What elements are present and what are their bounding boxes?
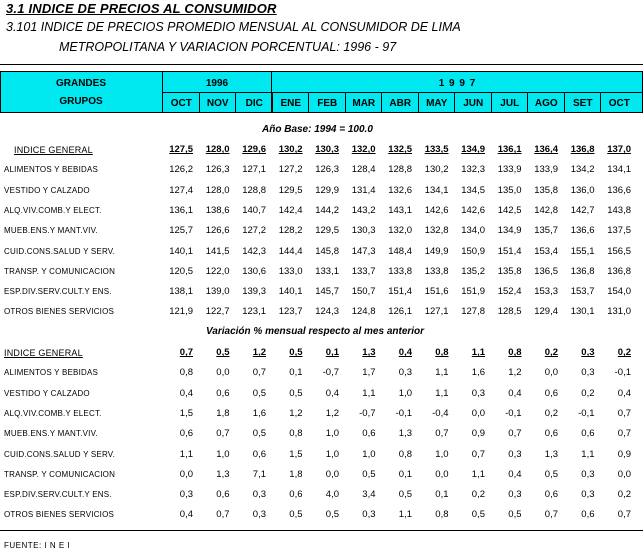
- month-separator: [345, 92, 346, 112]
- value-cell: 125,7: [169, 225, 193, 237]
- value-cell: 132,3: [461, 164, 485, 176]
- value-cell: 126,6: [205, 225, 230, 237]
- value-cell: 129,5: [315, 225, 339, 237]
- value-cell: 0,7: [252, 367, 266, 379]
- value-cell: 0,6: [581, 509, 595, 521]
- value-cell: 130,3: [315, 144, 339, 155]
- value-cell: 155,1: [570, 245, 595, 257]
- value-cell: 1,3: [216, 468, 230, 480]
- value-cell: 0,8: [398, 448, 412, 460]
- value-cell: 1,0: [362, 448, 376, 460]
- value-cell: 1,3: [398, 428, 412, 440]
- value-cell: 133,0: [278, 265, 303, 277]
- value-cell: 154,0: [607, 286, 631, 298]
- value-cell: 153,4: [534, 245, 558, 257]
- value-cell: 149,9: [424, 245, 449, 257]
- value-cell: 138,6: [205, 204, 230, 216]
- value-cell: 126,2: [169, 164, 193, 176]
- value-cell: 136,4: [534, 144, 558, 155]
- value-cell: 137,5: [607, 225, 631, 237]
- value-cell: 136,6: [607, 184, 631, 196]
- month-separator: [418, 92, 419, 112]
- value-cell: 1,8: [289, 468, 303, 480]
- value-cell: 0,4: [179, 387, 193, 399]
- value-cell: 0,7: [508, 428, 522, 440]
- section-title: 3.1 INDICE DE PRECIOS AL CONSUMIDOR: [6, 1, 277, 16]
- value-cell: 0,3: [252, 489, 266, 501]
- value-cell: 1,0: [325, 448, 339, 460]
- value-cell: 124,8: [351, 306, 376, 318]
- row-label: INDICE GENERAL: [4, 348, 83, 358]
- value-cell: 133,5: [424, 144, 449, 155]
- value-cell: 128,0: [205, 144, 230, 155]
- value-cell: 123,1: [242, 306, 266, 318]
- value-cell: 0,4: [398, 347, 412, 358]
- month-header: ABR: [389, 98, 412, 109]
- value-cell: 121,9: [169, 306, 193, 318]
- value-cell: 129,4: [534, 306, 558, 318]
- value-cell: 0,6: [179, 428, 193, 440]
- value-cell: 0,4: [325, 387, 339, 399]
- value-cell: 132,0: [388, 225, 412, 237]
- value-cell: 0,7: [544, 509, 558, 521]
- value-cell: 1,6: [252, 407, 266, 419]
- value-cell: 131,4: [351, 184, 376, 196]
- value-cell: 120,5: [169, 265, 193, 277]
- value-cell: 134,0: [461, 225, 485, 237]
- row-label: MUEB.ENS.Y MANT.VIV.: [4, 226, 98, 236]
- value-cell: 134,5: [461, 184, 485, 196]
- value-cell: 143,1: [388, 204, 412, 216]
- row-label: ALQ.VIV.COMB.Y ELECT.: [4, 408, 102, 418]
- value-cell: 0,8: [289, 428, 303, 440]
- value-cell: 142,7: [570, 204, 595, 216]
- month-separator: [564, 92, 565, 112]
- table-header: [0, 71, 643, 113]
- value-cell: 122,7: [205, 306, 230, 318]
- value-cell: 133,8: [424, 265, 449, 277]
- value-cell: 0,3: [471, 387, 485, 399]
- value-cell: 136,0: [570, 184, 595, 196]
- value-cell: 1,7: [362, 367, 376, 379]
- header-year-1996: 1996: [205, 78, 229, 89]
- value-cell: 1,1: [398, 509, 412, 521]
- month-header: AGO: [534, 98, 558, 109]
- row-label: OTROS BIENES SERVICIOS: [4, 510, 115, 520]
- value-cell: 142,3: [242, 245, 266, 257]
- value-cell: 140,1: [278, 286, 303, 298]
- value-cell: 0,7: [471, 448, 485, 460]
- value-cell: 0,7: [179, 347, 193, 358]
- value-cell: 140,1: [169, 245, 193, 257]
- value-cell: 130,2: [424, 164, 449, 176]
- value-cell: 0,0: [216, 367, 230, 379]
- header-groups-line1: GRANDES: [55, 78, 106, 89]
- value-cell: 135,7: [534, 225, 558, 237]
- value-cell: 0,6: [544, 428, 558, 440]
- value-cell: 139,0: [205, 286, 230, 298]
- value-cell: 135,8: [534, 184, 558, 196]
- value-cell: 1,3: [544, 448, 558, 460]
- value-cell: 153,7: [570, 286, 595, 298]
- value-cell: 0,4: [508, 387, 522, 399]
- value-cell: 0,0: [325, 468, 339, 480]
- value-cell: 0,6: [581, 428, 595, 440]
- value-cell: 0,5: [325, 509, 339, 521]
- month-header: JUN: [463, 98, 484, 109]
- value-cell: 0,3: [179, 489, 193, 501]
- value-cell: 3,4: [362, 489, 376, 501]
- row-label: VESTIDO Y CALZADO: [4, 185, 90, 195]
- table-title-line2: METROPOLITANA Y VARIACION PORCENTUAL: 1996 - 97: [59, 40, 397, 54]
- value-cell: 0,5: [252, 428, 266, 440]
- value-cell: 1,1: [471, 468, 485, 480]
- value-cell: 139,3: [242, 286, 266, 298]
- value-cell: 0,6: [544, 387, 558, 399]
- bottom-rule: [0, 530, 643, 531]
- value-cell: 133,1: [315, 265, 339, 277]
- value-cell: 151,9: [461, 286, 485, 298]
- value-cell: 0,2: [617, 347, 631, 358]
- value-cell: 134,1: [607, 164, 631, 176]
- value-cell: 150,7: [351, 286, 376, 298]
- value-cell: 0,5: [544, 468, 558, 480]
- value-cell: 136,1: [169, 204, 193, 216]
- value-cell: 128,8: [242, 184, 266, 196]
- value-cell: 130,3: [351, 225, 376, 237]
- value-cell: 0,5: [471, 509, 485, 521]
- value-cell: 127,5: [169, 144, 193, 155]
- month-header: DIC: [245, 98, 263, 109]
- month-header: ENE: [280, 98, 302, 109]
- value-cell: 1,5: [179, 407, 193, 419]
- value-cell: 0,3: [581, 367, 595, 379]
- value-cell: 0,2: [544, 407, 558, 419]
- month-header: OCT: [170, 98, 192, 109]
- value-cell: 1,1: [179, 448, 193, 460]
- value-cell: 0,1: [435, 489, 449, 501]
- value-cell: 123,7: [278, 306, 303, 318]
- value-cell: 0,3: [398, 367, 412, 379]
- value-cell: 0,3: [581, 489, 595, 501]
- value-cell: 0,5: [289, 509, 303, 521]
- month-header: FEB: [317, 98, 338, 109]
- value-cell: 0,6: [544, 489, 558, 501]
- value-cell: 0,4: [617, 387, 631, 399]
- value-cell: 0,5: [289, 387, 303, 399]
- value-cell: -0,1: [614, 367, 631, 379]
- value-cell: 129,6: [242, 144, 266, 155]
- value-cell: 0,7: [216, 509, 230, 521]
- row-label: TRANSP. Y COMUNICACION: [4, 266, 116, 276]
- value-cell: -0,1: [578, 407, 595, 419]
- value-cell: 142,6: [461, 204, 485, 216]
- value-cell: -0,1: [395, 407, 412, 419]
- value-cell: 127,2: [242, 225, 266, 237]
- value-cell: 132,0: [351, 144, 376, 155]
- value-cell: 127,1: [424, 306, 449, 318]
- value-cell: 142,5: [497, 204, 522, 216]
- value-cell: 1,0: [325, 428, 339, 440]
- value-cell: 0,0: [544, 367, 558, 379]
- value-cell: 128,4: [351, 164, 376, 176]
- value-cell: 0,6: [362, 428, 376, 440]
- value-cell: 135,0: [497, 184, 522, 196]
- value-cell: 142,8: [534, 204, 558, 216]
- value-cell: 1,1: [435, 387, 449, 399]
- value-cell: 126,1: [388, 306, 412, 318]
- value-cell: 0,1: [289, 367, 303, 379]
- value-cell: 131,0: [607, 306, 631, 318]
- value-cell: 0,7: [617, 509, 631, 521]
- value-cell: 127,1: [242, 164, 266, 176]
- value-cell: 1,1: [581, 448, 595, 460]
- value-cell: 150,9: [461, 245, 485, 257]
- value-cell: 151,4: [497, 245, 522, 257]
- header-groups-line2: GRUPOS: [59, 96, 103, 107]
- value-cell: 0,2: [471, 489, 485, 501]
- value-cell: 0,0: [617, 468, 631, 480]
- top-rule: [0, 64, 643, 65]
- value-cell: 128,5: [497, 306, 522, 318]
- value-cell: 143,2: [351, 204, 376, 216]
- row-label: TRANSP. Y COMUNICACION: [4, 469, 116, 479]
- value-cell: 129,9: [315, 184, 339, 196]
- value-cell: 0,2: [617, 489, 631, 501]
- value-cell: 144,4: [278, 245, 303, 257]
- row-label: CUID.CONS.SALUD Y SERV.: [4, 246, 116, 256]
- value-cell: 0,8: [435, 347, 449, 358]
- value-cell: 130,1: [570, 306, 595, 318]
- value-cell: 132,8: [424, 225, 449, 237]
- value-cell: 1,2: [508, 367, 522, 379]
- month-header: SET: [573, 98, 593, 109]
- value-cell: 128,8: [388, 164, 412, 176]
- value-cell: 136,5: [534, 265, 558, 277]
- table-title-line1: 3.101 INDICE DE PRECIOS PROMEDIO MENSUAL AL CONSUMIDOR DE LIMA: [6, 20, 461, 34]
- value-cell: 134,1: [424, 184, 449, 196]
- value-cell: 153,3: [534, 286, 558, 298]
- value-cell: 144,2: [315, 204, 339, 216]
- row-label: ESP.DIV.SERV.CULT.Y ENS.: [4, 287, 112, 297]
- row-label: ALIMENTOS Y BEBIDAS: [4, 165, 99, 175]
- value-cell: 0,7: [617, 428, 631, 440]
- value-cell: 1,5: [289, 448, 303, 460]
- value-cell: 145,8: [315, 245, 339, 257]
- value-cell: 1,3: [362, 347, 376, 358]
- month-separator: [235, 92, 236, 112]
- value-cell: 0,2: [544, 347, 558, 358]
- month-header: NOV: [206, 98, 229, 109]
- value-cell: 0,4: [508, 468, 522, 480]
- value-cell: 0,9: [617, 448, 631, 460]
- value-cell: 1,0: [435, 448, 449, 460]
- value-cell: 142,6: [424, 204, 449, 216]
- month-separator: [272, 92, 273, 112]
- month-separator: [491, 92, 492, 112]
- value-cell: -0,1: [505, 407, 522, 419]
- value-cell: 143,8: [607, 204, 631, 216]
- value-cell: 133,9: [534, 164, 558, 176]
- value-cell: 0,6: [216, 489, 230, 501]
- value-cell: 0,3: [362, 509, 376, 521]
- value-cell: 1,1: [435, 367, 449, 379]
- value-cell: 0,8: [435, 509, 449, 521]
- value-cell: 136,8: [570, 265, 595, 277]
- value-cell: 0,1: [398, 468, 412, 480]
- value-cell: 0,6: [289, 489, 303, 501]
- value-cell: 129,5: [278, 184, 303, 196]
- row-label: ESP.DIV.SERV.CULT.Y ENS.: [4, 490, 112, 500]
- value-cell: 0,7: [617, 407, 631, 419]
- value-cell: 4,0: [325, 489, 339, 501]
- value-cell: 122,0: [205, 265, 230, 277]
- value-cell: 0,3: [581, 468, 595, 480]
- value-cell: 135,2: [461, 265, 485, 277]
- row-label: VESTIDO Y CALZADO: [4, 388, 90, 398]
- value-cell: -0,7: [322, 367, 339, 379]
- value-cell: 0,8: [179, 367, 193, 379]
- value-cell: 0,2: [581, 387, 595, 399]
- value-cell: 1,0: [398, 387, 412, 399]
- month-separator: [308, 92, 309, 112]
- value-cell: 136,8: [570, 144, 595, 155]
- value-cell: 135,8: [497, 265, 522, 277]
- value-cell: 1,6: [471, 367, 485, 379]
- value-cell: 156,5: [607, 245, 631, 257]
- row-label: CUID.CONS.SALUD Y SERV.: [4, 449, 116, 459]
- row-label: MUEB.ENS.Y MANT.VIV.: [4, 429, 98, 439]
- value-cell: 0,3: [508, 489, 522, 501]
- source-note: FUENTE: I N E I: [4, 541, 71, 550]
- value-cell: 0,0: [471, 407, 485, 419]
- value-cell: 0,6: [216, 387, 230, 399]
- value-cell: 1,2: [289, 407, 303, 419]
- month-header: OCT: [608, 98, 630, 109]
- value-cell: 136,6: [570, 225, 595, 237]
- value-cell: 0,8: [508, 347, 522, 358]
- row-label: ALQ.VIV.COMB.Y ELECT.: [4, 205, 102, 215]
- value-cell: 0,3: [581, 347, 595, 358]
- value-cell: 1,1: [471, 347, 485, 358]
- value-cell: 0,5: [289, 347, 303, 358]
- value-cell: 1,2: [252, 347, 266, 358]
- value-cell: 140,7: [242, 204, 266, 216]
- value-cell: -0,7: [359, 407, 376, 419]
- value-cell: 133,9: [497, 164, 522, 176]
- value-cell: 142,4: [278, 204, 303, 216]
- value-cell: 1,2: [325, 407, 339, 419]
- month-separator: [600, 92, 601, 112]
- value-cell: 148,4: [388, 245, 412, 257]
- value-cell: -0,4: [432, 407, 449, 419]
- value-cell: 134,9: [461, 144, 485, 155]
- row-label: OTROS BIENES SERVICIOS: [4, 307, 115, 317]
- value-cell: 1,8: [216, 407, 230, 419]
- value-cell: 0,0: [435, 468, 449, 480]
- value-cell: 0,3: [252, 509, 266, 521]
- month-header: MAR: [352, 98, 376, 109]
- row-label: ALIMENTOS Y BEBIDAS: [4, 368, 99, 378]
- value-cell: 127,4: [169, 184, 193, 196]
- row-label: INDICE GENERAL: [14, 145, 93, 155]
- value-cell: 126,3: [205, 164, 230, 176]
- value-cell: 127,2: [278, 164, 303, 176]
- value-cell: 132,5: [388, 144, 412, 155]
- value-cell: 136,8: [607, 265, 631, 277]
- value-cell: 124,3: [315, 306, 339, 318]
- month-separator: [527, 92, 528, 112]
- value-cell: 130,2: [278, 144, 303, 155]
- value-cell: 0,1: [325, 347, 339, 358]
- value-cell: 130,6: [242, 265, 266, 277]
- value-cell: 0,7: [216, 428, 230, 440]
- month-separator: [454, 92, 455, 112]
- value-cell: 128,0: [205, 184, 230, 196]
- month-header: MAY: [426, 98, 448, 109]
- value-cell: 137,0: [607, 144, 631, 155]
- header-year-1997: 1 9 9 7: [438, 78, 477, 89]
- value-cell: 0,7: [435, 428, 449, 440]
- section2-caption: Variación % mensual respecto al mes anterior: [206, 326, 425, 337]
- value-cell: 0,9: [471, 428, 485, 440]
- value-cell: 0,5: [508, 509, 522, 521]
- value-cell: 128,2: [278, 225, 303, 237]
- value-cell: 141,5: [205, 245, 230, 257]
- value-cell: 0,0: [179, 468, 193, 480]
- value-cell: 127,8: [461, 306, 485, 318]
- value-cell: 1,0: [216, 448, 230, 460]
- value-cell: 151,6: [424, 286, 449, 298]
- value-cell: 136,1: [497, 144, 522, 155]
- value-cell: 126,3: [315, 164, 339, 176]
- value-cell: 0,5: [216, 347, 230, 358]
- value-cell: 151,4: [388, 286, 412, 298]
- value-cell: 0,4: [179, 509, 193, 521]
- value-cell: 133,8: [388, 265, 412, 277]
- value-cell: 152,4: [497, 286, 522, 298]
- value-cell: 0,5: [398, 489, 412, 501]
- value-cell: 0,5: [362, 468, 376, 480]
- value-cell: 1,1: [362, 387, 376, 399]
- value-cell: 0,3: [508, 448, 522, 460]
- value-cell: 133,7: [351, 265, 376, 277]
- value-cell: 134,9: [497, 225, 522, 237]
- month-separator: [199, 92, 200, 112]
- section1-caption: Año Base: 1994 = 100.0: [262, 124, 373, 135]
- month-header: JUL: [500, 98, 520, 109]
- value-cell: 147,3: [351, 245, 376, 257]
- value-cell: 134,2: [570, 164, 595, 176]
- value-cell: 0,5: [252, 387, 266, 399]
- value-cell: 0,6: [252, 448, 266, 460]
- value-cell: 7,1: [252, 468, 266, 480]
- month-separator: [381, 92, 382, 112]
- value-cell: 145,7: [315, 286, 339, 298]
- value-cell: 138,1: [169, 286, 193, 298]
- value-cell: 132,6: [388, 184, 412, 196]
